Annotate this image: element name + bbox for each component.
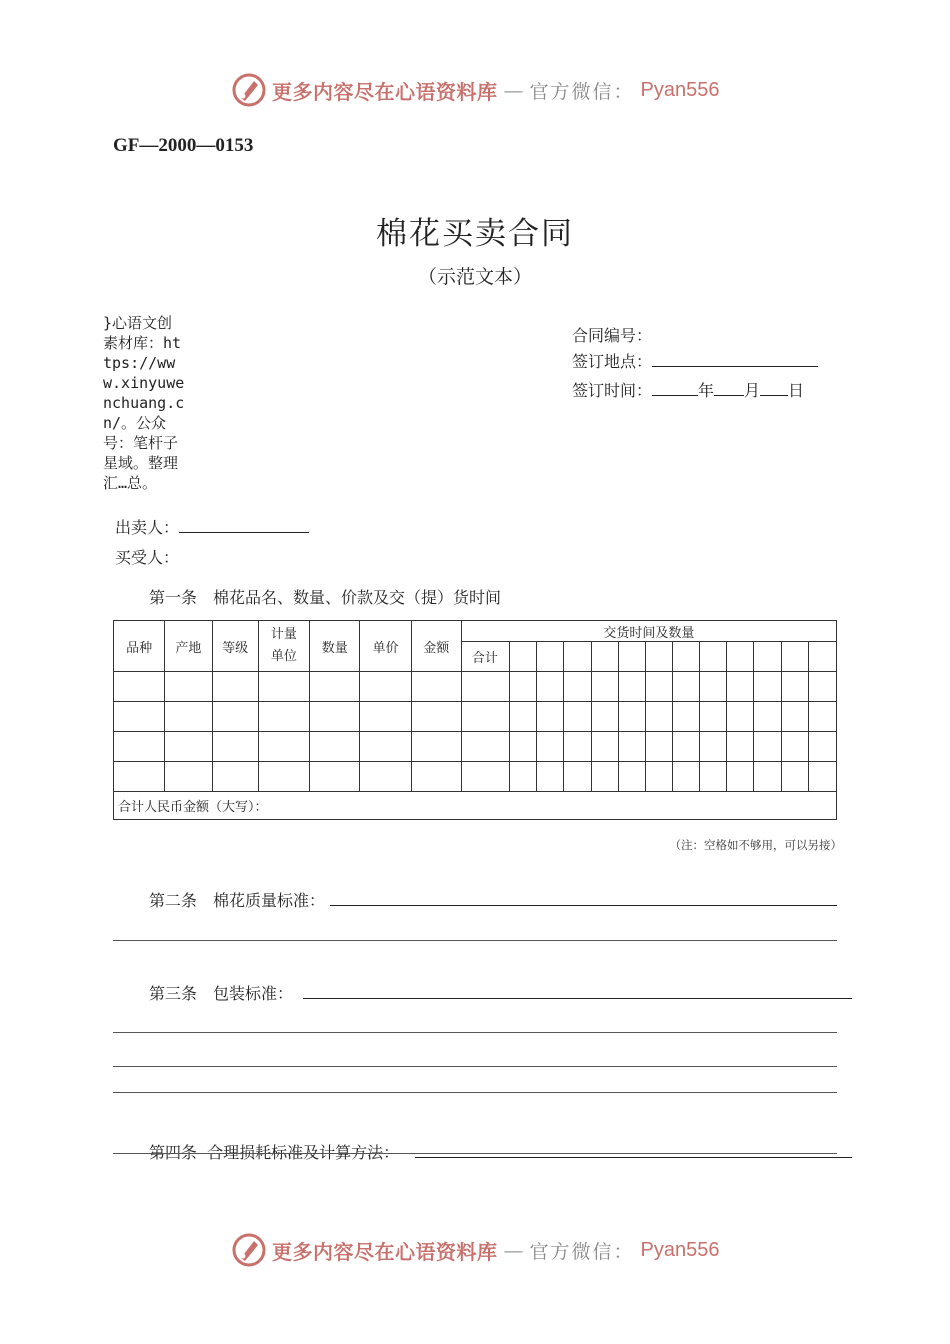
table-cell[interactable]	[591, 672, 618, 702]
table-cell[interactable]	[537, 732, 564, 762]
table-cell[interactable]	[618, 732, 645, 762]
sign-day-field[interactable]	[760, 379, 788, 396]
table-cell[interactable]	[564, 642, 591, 672]
clause-3-line[interactable]	[113, 1066, 837, 1067]
pen-logo-icon	[232, 1233, 266, 1267]
table-cell[interactable]	[360, 762, 411, 792]
page-subtitle: （示范文本）	[417, 266, 532, 288]
col-header-origin: 产地	[165, 621, 212, 672]
table-cell[interactable]	[808, 702, 836, 732]
banner-separator: —	[503, 78, 524, 102]
table-cell[interactable]	[310, 672, 360, 702]
table-row	[114, 672, 837, 702]
banner-wechat-id: Pyan556	[640, 1238, 720, 1261]
table-cell[interactable]	[114, 732, 165, 762]
table-cell[interactable]	[645, 762, 672, 792]
banner-wechat-id: Pyan556	[640, 78, 720, 101]
table-cell[interactable]	[360, 702, 411, 732]
watermark-banner-bottom	[232, 1233, 719, 1267]
table-cell[interactable]	[591, 642, 618, 672]
table-cell[interactable]	[510, 762, 537, 792]
banner-wechat-label: 官方微信：	[529, 1240, 635, 1263]
table-cell[interactable]	[114, 762, 165, 792]
banner-text: 更多内容尽在心语资料库	[272, 79, 498, 104]
banner-wechat-label: 官方微信：	[529, 80, 635, 103]
clause-2-line[interactable]	[113, 940, 837, 941]
table-cell[interactable]	[212, 732, 258, 762]
sign-place-field[interactable]	[652, 350, 818, 367]
goods-table	[113, 620, 837, 820]
table-cell[interactable]	[618, 672, 645, 702]
month-label: 月	[744, 381, 761, 400]
table-cell[interactable]	[114, 702, 165, 732]
year-label: 年	[698, 381, 715, 400]
table-cell[interactable]	[212, 702, 258, 732]
table-cell[interactable]	[781, 672, 808, 702]
table-cell[interactable]	[808, 672, 836, 702]
buyer-label: 买受人：	[115, 548, 180, 567]
table-cell[interactable]	[727, 732, 754, 762]
contract-number-label: 合同编号：	[572, 326, 653, 345]
table-cell[interactable]	[310, 762, 360, 792]
banner-text: 更多内容尽在心语资料库	[272, 1239, 498, 1264]
sign-time	[572, 378, 804, 401]
table-row	[114, 702, 837, 732]
table-cell[interactable]	[411, 762, 461, 792]
table-cell[interactable]	[645, 732, 672, 762]
table-cell[interactable]	[165, 672, 212, 702]
table-cell[interactable]	[808, 762, 836, 792]
table-cell[interactable]	[212, 672, 258, 702]
table-cell[interactable]	[510, 732, 537, 762]
clause-4-field[interactable]	[415, 1157, 852, 1158]
buyer	[115, 545, 179, 568]
seller-label: 出卖人：	[115, 518, 180, 537]
table-cell[interactable]	[672, 702, 699, 732]
table-cell[interactable]	[672, 642, 699, 672]
table-cell[interactable]	[461, 672, 509, 702]
col-header-grade: 等级	[212, 621, 258, 672]
clause-3-line[interactable]	[113, 1092, 837, 1093]
table-cell[interactable]	[672, 762, 699, 792]
table-cell[interactable]	[114, 672, 165, 702]
table-cell[interactable]	[510, 672, 537, 702]
table-cell[interactable]	[212, 762, 258, 792]
table-cell[interactable]	[700, 762, 727, 792]
table-cell[interactable]	[727, 642, 754, 672]
table-cell[interactable]	[461, 702, 509, 732]
unit-header-line1: 计量	[270, 627, 297, 642]
pen-logo-icon	[232, 73, 266, 107]
table-cell[interactable]	[510, 642, 537, 672]
table-cell[interactable]	[537, 642, 564, 672]
table-cell[interactable]	[727, 672, 754, 702]
table-cell[interactable]	[258, 732, 309, 762]
contract-number	[572, 323, 652, 346]
table-cell[interactable]	[258, 762, 309, 792]
sign-year-field[interactable]	[652, 379, 698, 396]
table-cell[interactable]	[700, 732, 727, 762]
table-cell[interactable]	[258, 702, 309, 732]
table-cell[interactable]	[537, 762, 564, 792]
table-cell[interactable]	[411, 672, 461, 702]
table-cell[interactable]	[564, 672, 591, 702]
table-row	[114, 732, 837, 762]
table-cell[interactable]	[672, 672, 699, 702]
table-cell[interactable]	[754, 702, 781, 732]
table-cell[interactable]	[781, 642, 808, 672]
table-cell[interactable]	[727, 702, 754, 732]
table-cell[interactable]	[645, 702, 672, 732]
table-note: （注：空格如不够用，可以另接）	[669, 838, 842, 852]
table-cell[interactable]	[165, 762, 212, 792]
table-cell[interactable]	[591, 732, 618, 762]
table-cell[interactable]	[564, 762, 591, 792]
table-cell[interactable]	[165, 702, 212, 732]
sign-place-label: 签订地点：	[572, 352, 653, 371]
table-cell[interactable]	[808, 732, 836, 762]
sign-month-field[interactable]	[714, 379, 744, 396]
table-cell[interactable]	[165, 732, 212, 762]
table-cell[interactable]	[700, 672, 727, 702]
table-cell[interactable]	[360, 732, 411, 762]
table-cell[interactable]	[310, 702, 360, 732]
table-cell[interactable]	[258, 672, 309, 702]
col-header-price: 单价	[360, 621, 411, 672]
unit-header-line2: 单位	[270, 649, 297, 664]
watermark-banner-top	[232, 73, 719, 107]
table-cell[interactable]	[310, 732, 360, 762]
table-cell[interactable]	[645, 672, 672, 702]
table-cell[interactable]	[411, 732, 461, 762]
clause-4-title: 第四条 合理损耗标准及计算方法：	[149, 1143, 400, 1162]
table-cell[interactable]	[591, 702, 618, 732]
col-header-delivery: 交货时间及数量	[461, 621, 836, 642]
table-cell[interactable]	[360, 672, 411, 702]
table-cell[interactable]	[700, 702, 727, 732]
table-row	[114, 762, 837, 792]
day-label: 日	[788, 381, 805, 400]
table-cell[interactable]	[727, 762, 754, 792]
document-code: GF—2000—0153	[113, 135, 254, 156]
clause-3-line[interactable]	[113, 1032, 837, 1033]
table-cell[interactable]	[781, 762, 808, 792]
table-cell[interactable]	[754, 672, 781, 702]
col-header-total: 合计	[461, 642, 509, 672]
table-header-row	[114, 621, 837, 642]
table-cell[interactable]	[510, 702, 537, 732]
clause-3-title: 第三条 包装标准：	[149, 984, 294, 1003]
side-note: }心语文创素材库：https://www.xinyuwenchuang.cn/。公众号：笔杆子星域。整理汇…总。	[103, 314, 185, 492]
table-cell[interactable]	[781, 702, 808, 732]
sign-time-label: 签订时间：	[572, 381, 653, 400]
sign-place	[572, 349, 818, 372]
table-cell[interactable]	[754, 762, 781, 792]
table-body	[114, 672, 837, 792]
col-header-unit	[258, 621, 309, 672]
clause-1-title: 第一条 棉花品名、数量、价款及交（提）货时间	[149, 588, 502, 607]
table-cell[interactable]	[618, 762, 645, 792]
clause-2-title: 第二条 棉花质量标准：	[149, 891, 326, 910]
table-cell[interactable]	[537, 672, 564, 702]
table-cell[interactable]	[591, 762, 618, 792]
sum-label: 合计人民币金额（大写）：	[114, 792, 837, 820]
table-cell[interactable]	[645, 642, 672, 672]
table-cell[interactable]	[808, 642, 836, 672]
clause-4-line[interactable]	[113, 1153, 837, 1154]
table-cell[interactable]	[564, 702, 591, 732]
table-sum-row	[114, 792, 837, 820]
table-cell[interactable]	[618, 642, 645, 672]
clause-3-field[interactable]	[303, 998, 852, 999]
col-header-variety: 品种	[114, 621, 165, 672]
table-cell[interactable]	[781, 732, 808, 762]
table-cell[interactable]	[672, 732, 699, 762]
table-cell[interactable]	[537, 702, 564, 732]
seller-field[interactable]	[179, 516, 309, 533]
page-title: 棉花买卖合同	[376, 216, 574, 252]
table-cell[interactable]	[564, 732, 591, 762]
col-header-quantity: 数量	[310, 621, 360, 672]
table-cell[interactable]	[461, 762, 509, 792]
clause-2-field[interactable]	[330, 905, 837, 906]
table-cell[interactable]	[754, 642, 781, 672]
table-cell[interactable]	[754, 732, 781, 762]
seller	[115, 515, 309, 538]
banner-separator: —	[503, 1238, 524, 1262]
col-header-amount: 金额	[411, 621, 461, 672]
table-cell[interactable]	[461, 732, 509, 762]
table-cell[interactable]	[411, 702, 461, 732]
table-cell[interactable]	[700, 642, 727, 672]
table-cell[interactable]	[618, 702, 645, 732]
